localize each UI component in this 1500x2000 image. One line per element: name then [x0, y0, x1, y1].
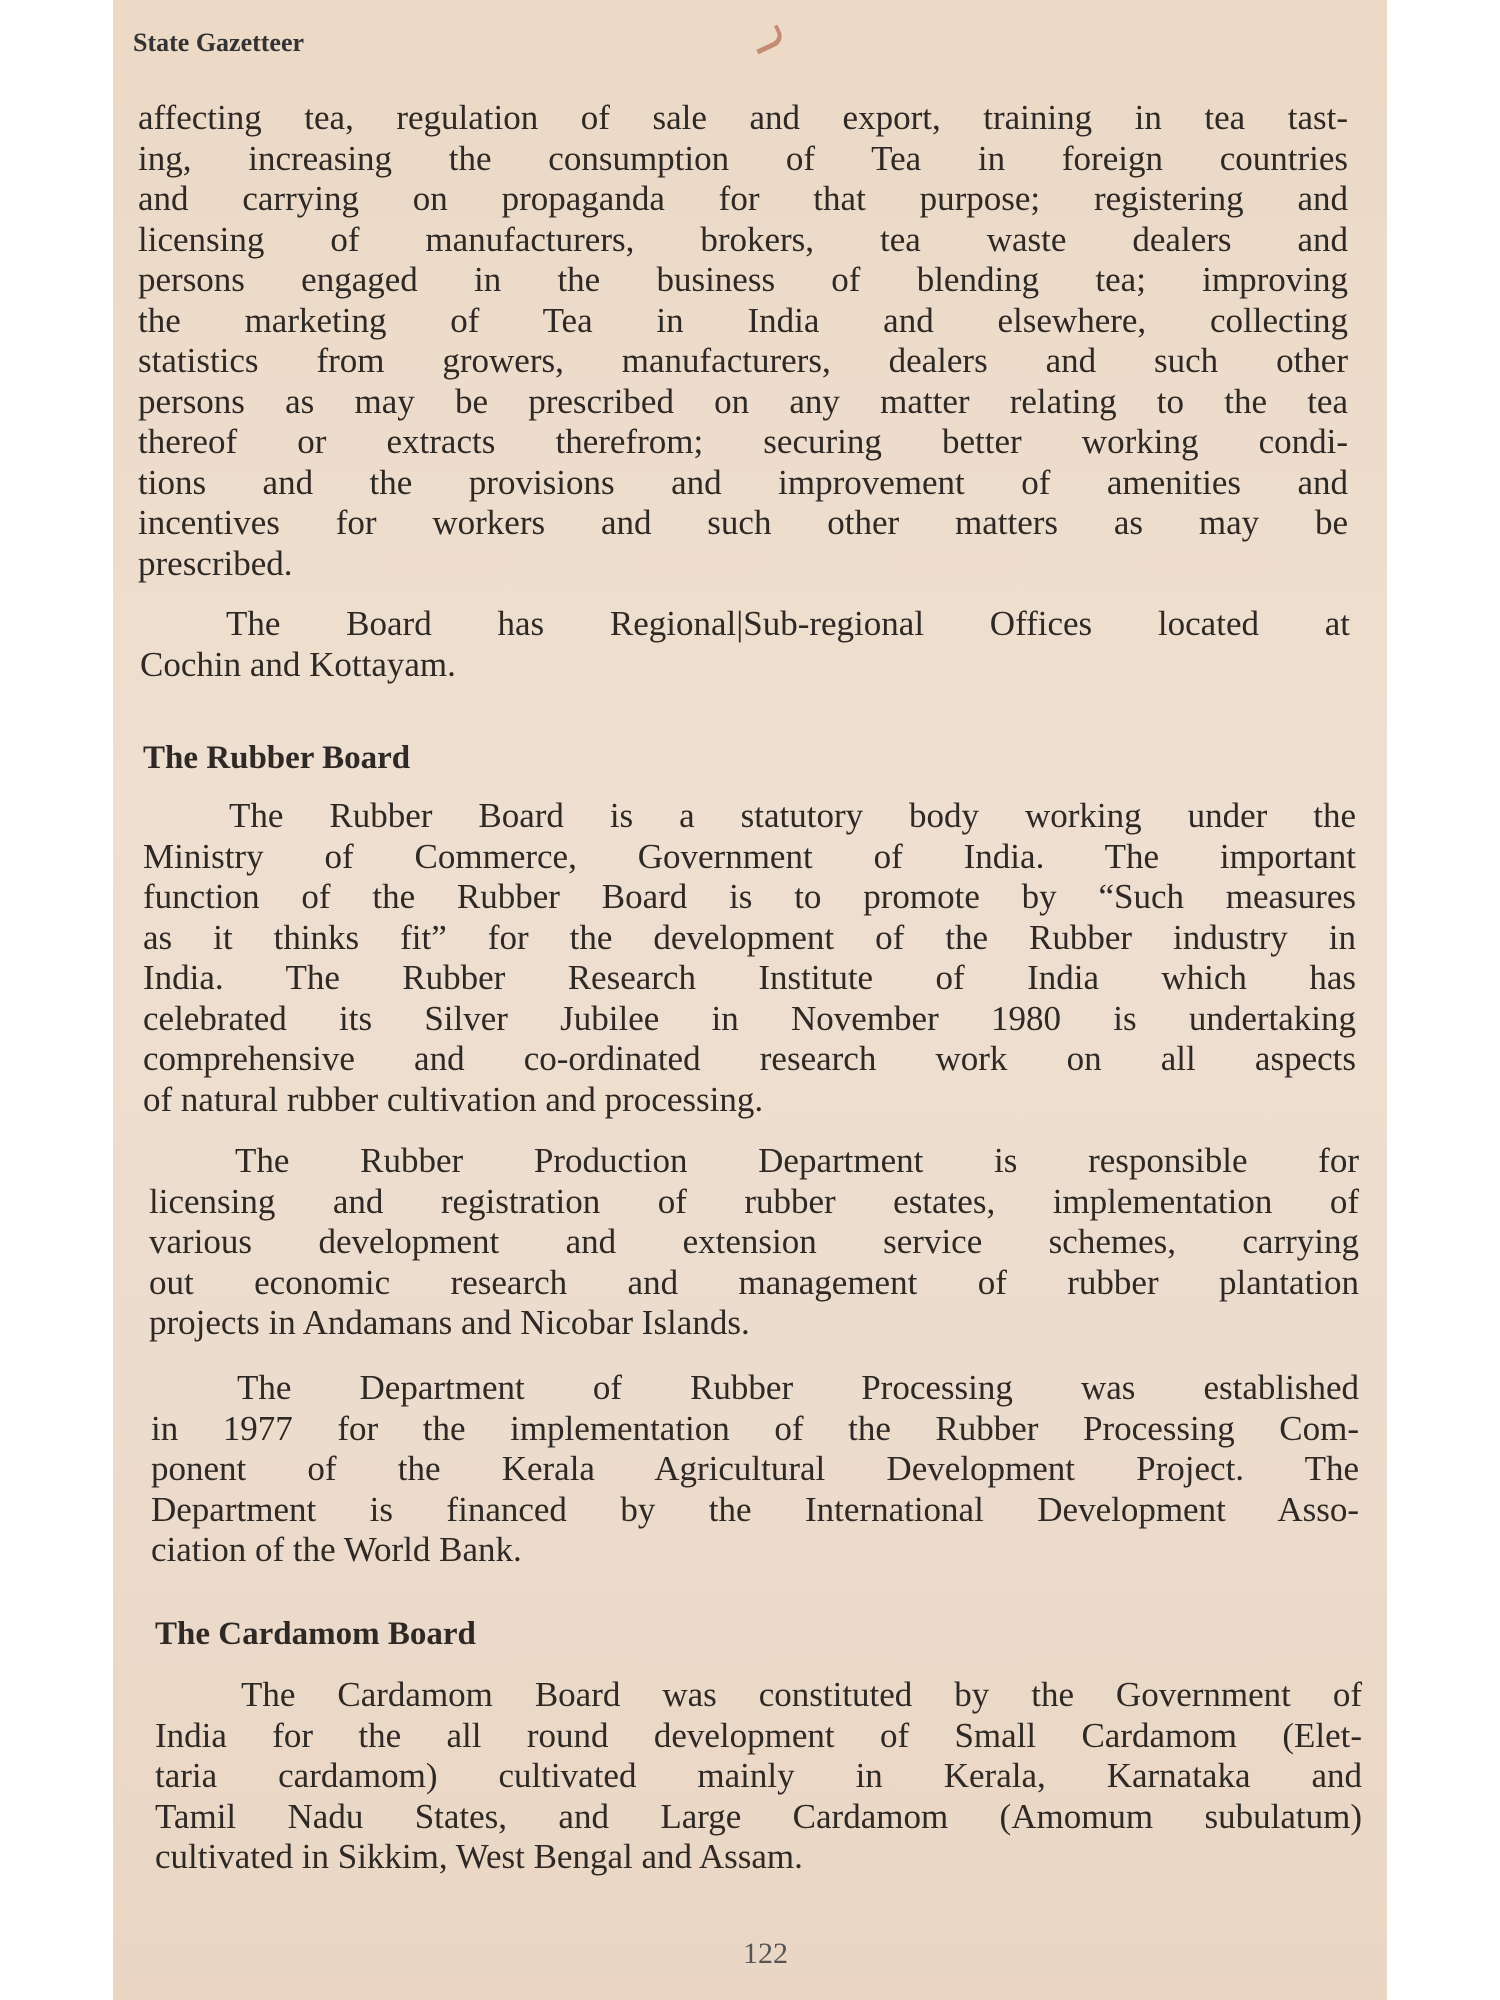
text-line: licensing and registration of rubber estates, implementation of	[149, 1181, 1359, 1221]
text-line: Cochin and Kottayam.	[140, 644, 456, 684]
text-line: in 1977 for the implementation of the Rubber Processing Com-	[151, 1408, 1359, 1448]
text-line: function of the Rubber Board is to promote by “Such measures	[143, 877, 1356, 916]
text-line: persons engaged in the business of blending tea; improving	[138, 260, 1348, 299]
text-line: out economic research and management of rubber plantation	[149, 1262, 1359, 1302]
text-line: ciation of the World Bank.	[151, 1530, 522, 1569]
text-line: thereof or extracts therefrom; securing better working condi-	[138, 422, 1348, 461]
text-line: persons as may be prescribed on any matter relating to the tea	[138, 381, 1348, 421]
text-line: Department is financed by the International Development Asso-	[151, 1489, 1359, 1529]
text-line: as it thinks fit” for the development of the Rubber industry in	[143, 917, 1356, 957]
text-line: The Cardamom Board was constituted by the Government of	[241, 1675, 1362, 1714]
text-line: tions and the provisions and improvement of amenities and	[138, 462, 1348, 502]
paragraph-cardamom-intro	[155, 1675, 1362, 1878]
text-line: comprehensive and co-ordinated research work on all aspects	[143, 1039, 1356, 1078]
text-line: the marketing of Tea in India and elsewhere, collecting	[138, 300, 1348, 340]
text-line: of natural rubber cultivation and processing.	[143, 1079, 764, 1119]
text-line: Ministry of Commerce, Government of India. The important	[143, 836, 1356, 876]
text-line: The Department of Rubber Processing was established	[237, 1368, 1359, 1407]
text-line: affecting tea, regulation of sale and export, training in tea tast-	[138, 98, 1348, 137]
text-line: India. The Rubber Research Institute of India which has	[143, 958, 1356, 997]
paragraph-rubber-production	[149, 1141, 1359, 1344]
text-line: various development and extension service schemes, carrying	[149, 1222, 1359, 1261]
text-line: The Rubber Production Department is responsible for	[235, 1141, 1359, 1180]
text-line: taria cardamom) cultivated mainly in Kerala, Karnataka and	[155, 1756, 1362, 1795]
page-number: 122	[743, 1937, 788, 1970]
text-line: projects in Andamans and Nicobar Islands.	[149, 1303, 750, 1342]
paragraph-tea-functions	[138, 98, 1348, 584]
section-heading-cardamom-board: The Cardamom Board	[155, 1616, 476, 1652]
text-line: prescribed.	[138, 543, 293, 583]
text-line: incentives for workers and such other matters as may be	[138, 503, 1348, 542]
text-line: The Board has Regional|Sub-regional Offices located at	[226, 604, 1350, 643]
section-heading-rubber-board: The Rubber Board	[143, 740, 411, 776]
text-line: celebrated its Silver Jubilee in November 1980 is undertaking	[143, 998, 1356, 1038]
text-line: cultivated in Sikkim, West Bengal and Assam.	[155, 1837, 803, 1876]
text-line: ing, increasing the consumption of Tea in foreign countries	[138, 138, 1348, 178]
text-line: statistics from growers, manufacturers, dealers and such other	[138, 341, 1348, 380]
ink-mark	[750, 25, 785, 55]
text-line: India for the all round development of Small Cardamom (Elet-	[155, 1715, 1362, 1755]
text-line: The Rubber Board is a statutory body working under the	[229, 796, 1356, 835]
text-line: Tamil Nadu States, and Large Cardamom (Amomum subulatum)	[155, 1796, 1362, 1836]
text-line: licensing of manufacturers, brokers, tea waste dealers and	[138, 219, 1348, 259]
running-header: State Gazetteer	[133, 28, 305, 57]
paragraph-tea-offices	[140, 604, 1350, 685]
paragraph-rubber-intro	[143, 796, 1356, 1120]
text-line: ponent of the Kerala Agricultural Development Project. The	[151, 1449, 1359, 1488]
text-line: and carrying on propaganda for that purpose; registering and	[138, 179, 1348, 218]
paragraph-rubber-processing	[151, 1368, 1359, 1571]
gazetteer-page	[113, 0, 1387, 2000]
